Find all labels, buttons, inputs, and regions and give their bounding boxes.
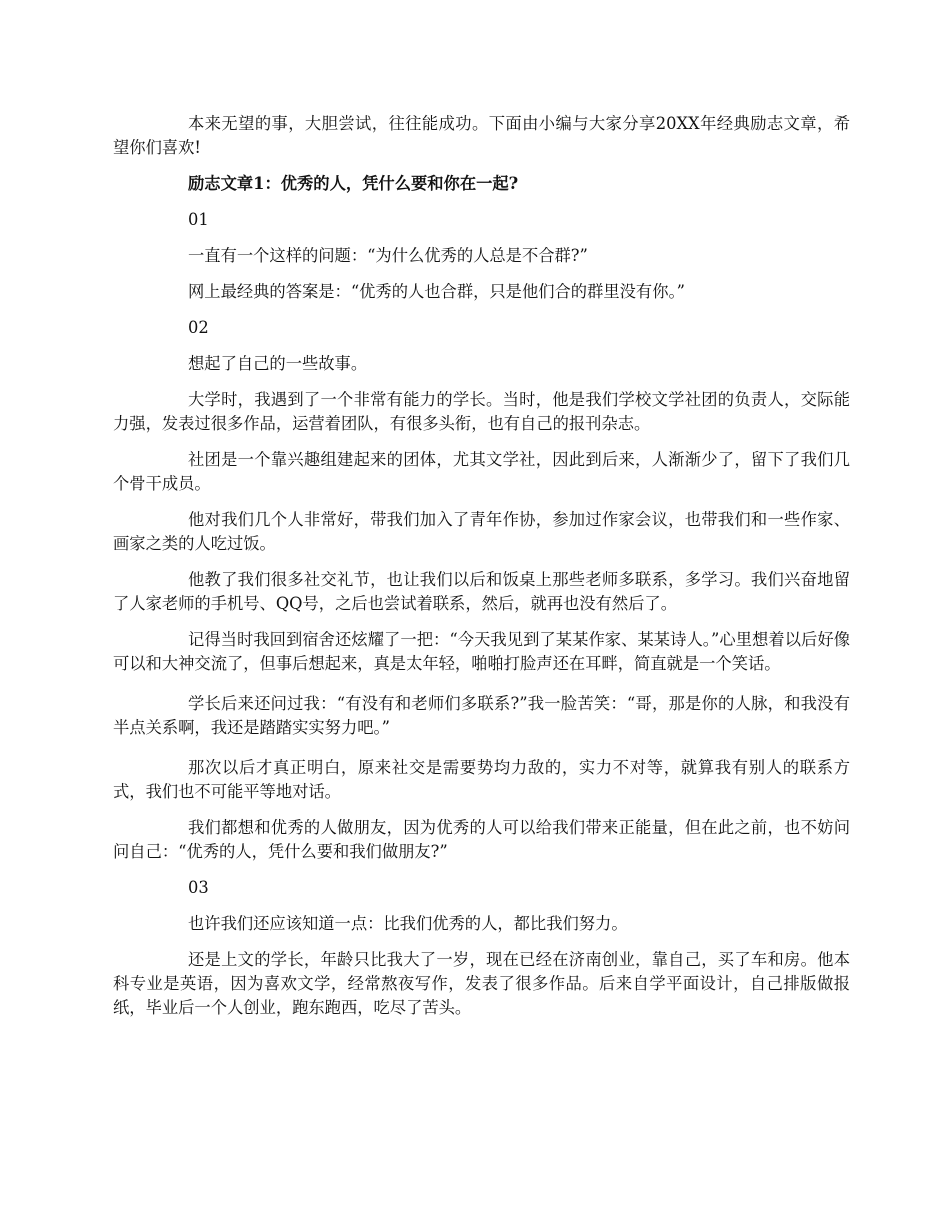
- document-page: [113, 112, 850, 1020]
- article-heading: 励志文章1：优秀的人，凭什么要和你在一起?: [188, 174, 519, 193]
- paragraph: 也许我们还应该知道一点：比我们优秀的人，都比我们努力。: [188, 914, 628, 933]
- intro-paragraph: 本来无望的事，大胆尝试，往往能成功。下面由小编与大家分享20XX年经典励志文章，希望你们喜欢!: [113, 114, 850, 157]
- section-number-03: 03: [188, 878, 209, 897]
- paragraph: 他教了我们很多社交礼节，也让我们以后和饭桌上那些老师多联系，多学习。我们兴奋地留了人家老师的手机号、QQ号，之后也尝试着联系，然后，就再也没有然后了。: [113, 570, 850, 613]
- paragraph: 一直有一个这样的问题：“为什么优秀的人总是不合群?”: [188, 246, 588, 265]
- paragraph: 还是上文的学长，年龄只比我大了一岁，现在已经在济南创业，靠自己，买了车和房。他本科专业是英语，因为喜欢文学，经常熬夜写作，发表了很多作品。后来自学平面设计，自己排版做报纸，毕业后一个人创业，跑东跑西，吃尽了苦头。: [113, 950, 850, 1017]
- paragraph: 记得当时我回到宿舍还炫耀了一把：“今天我见到了某某作家、某某诗人。”心里想着以后好像可以和大神交流了，但事后想起来，真是太年轻，啪啪打脸声还在耳畔，简直就是一个笑话。: [113, 630, 850, 673]
- paragraph: 社团是一个靠兴趣组建起来的团体，尤其文学社，因此到后来，人渐渐少了，留下了我们几个骨干成员。: [113, 450, 850, 493]
- paragraph: 大学时，我遇到了一个非常有能力的学长。当时，他是我们学校文学社团的负责人，交际能力强，发表过很多作品，运营着团队，有很多头衔，也有自己的报刊杂志。: [113, 390, 850, 433]
- paragraph: 网上最经典的答案是：“优秀的人也合群，只是他们合的群里没有你。”: [188, 282, 685, 301]
- paragraph: 学长后来还问过我：“有没有和老师们多联系?”我一脸苦笑：“哥，那是你的人脉，和我没有半点关系啊，我还是踏踏实实努力吧。”: [113, 694, 850, 737]
- paragraph: 他对我们几个人非常好，带我们加入了青年作协，参加过作家会议，也带我们和一些作家、画家之类的人吃过饭。: [113, 510, 850, 553]
- paragraph: 那次以后才真正明白，原来社交是需要势均力敌的，实力不对等，就算我有别人的联系方式，我们也不可能平等地对话。: [113, 758, 850, 801]
- paragraph: 我们都想和优秀的人做朋友，因为优秀的人可以给我们带来正能量，但在此之前，也不妨问问自己：“优秀的人，凭什么要和我们做朋友?”: [113, 818, 850, 861]
- paragraph: 想起了自己的一些故事。: [188, 354, 368, 373]
- section-number-01: 01: [188, 210, 209, 229]
- section-number-02: 02: [188, 318, 209, 337]
